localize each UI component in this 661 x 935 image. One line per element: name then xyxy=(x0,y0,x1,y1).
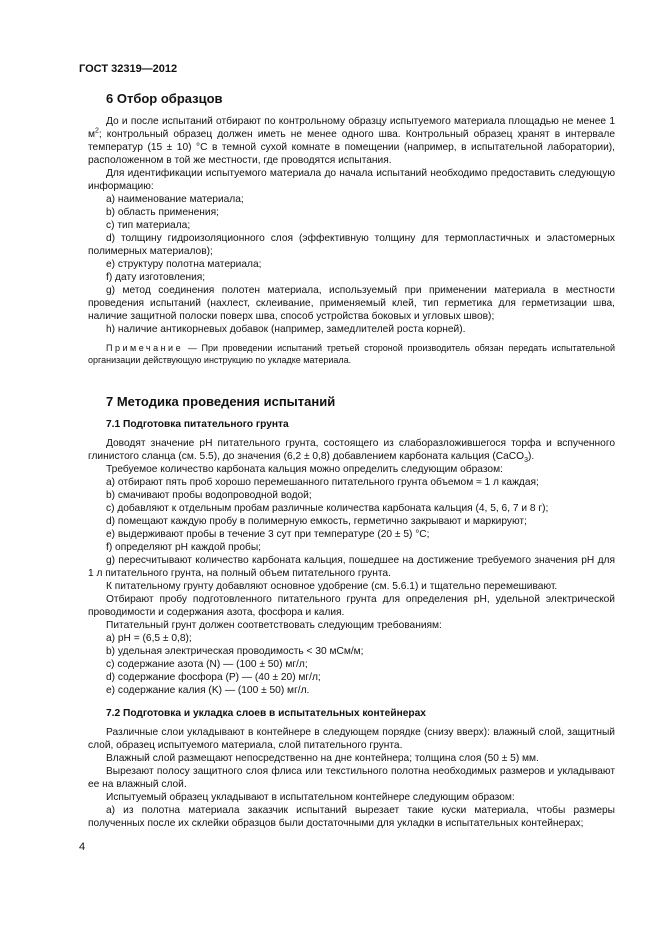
note-label: Примечание xyxy=(106,343,184,353)
subsection-7-1-paragraph-2: Требуемое количество карбоната кальция можно определить следующим образом: xyxy=(106,464,503,475)
requirement-c: c) содержание азота (N) — (100 ± 50) мг/л; xyxy=(106,659,308,670)
subsection-7-2-paragraph-1: Различные слои укладывают в контейнере в следующем порядке (снизу вверх): влажный слой, защитный слой, образец испытуемого материала, слой питательного грунта. xyxy=(88,727,615,751)
note-text: — При проведении испытаний третьей стороной производитель обязан передать испытательной организации действующую инструкцию по укладке материала. xyxy=(88,343,615,365)
step-b: b) смачивают пробы водопроводной водой; xyxy=(106,490,312,501)
step-c: c) добавляют к отдельным пробам различные количества карбоната кальция (4, 5, 6, 7 и 8 г); xyxy=(106,503,549,514)
section-6-paragraph-1: До и после испытаний отбирают по контрольному образцу испытуемого материала площадью не менее 1 $м^2$; контрольный образец должен иметь не менее одного шва. Контрольный образец хранят в интервале температур (15 ± 10) °C в темной сухой комнате в помещении (например, в испытательной лаборатории), расположенном в той же местности, где проводятся испытания. xyxy=(88,116,615,166)
info-item-c: c) тип материала; xyxy=(106,220,191,231)
info-item-e: e) структуру полотна материала; xyxy=(106,259,262,270)
step-g: g) пересчитывают количество карбоната кальция, пошедшее на достижение требуемого значения pH для 1 л питательного грунта, на полный объем питательного грунта. xyxy=(88,555,615,579)
requirement-a: a) pH = (6,5 ± 0,8); xyxy=(106,633,192,644)
note xyxy=(88,342,615,366)
info-item-b: b) область применения; xyxy=(106,207,219,218)
subsection-7-2-title: 7.2 Подготовка и укладка слоев в испытательных контейнерах xyxy=(106,708,426,719)
info-item-f: f) дату изготовления; xyxy=(106,272,206,283)
subsection-7-1-paragraph-1: Доводят значение pH питательного грунта, состоящего из слаборазложившегося торфа и вспученного глинистого сланца (см. 5.5), до значения (6,2 ± 0,8) добавлением карбоната кальция (CaCO$_3$). xyxy=(88,438,615,465)
page-number: 4 xyxy=(79,841,86,853)
requirement-e: e) содержание калия (K) — (100 ± 50) мг/л. xyxy=(106,685,310,696)
subsection-7-1-paragraph-3: К питательному грунту добавляют основное удобрение (см. 5.6.1) и тщательно перемешивают. xyxy=(106,581,558,592)
section-6-title: 6 Отбор образцов xyxy=(106,91,223,106)
info-item-h: h) наличие антикорневых добавок (например, замедлителей роста корней). xyxy=(106,324,466,335)
subsection-7-1-paragraph-5: Питательный грунт должен соответствовать следующим требованиям: xyxy=(106,620,442,631)
step-a: a) отбирают пять проб хорошо перемешанного питательного грунта объемом ≈ 1 л каждая; xyxy=(106,477,539,488)
section-6-paragraph-2: Для идентификации испытуемого материала до начала испытаний необходимо предоставить следующую информацию: xyxy=(88,168,615,192)
standard-id: ГОСТ 32319—2012 xyxy=(79,63,178,75)
subsection-7-2-paragraph-5: a) из полотна материала заказчик испытаний вырезает такие куски материала, чтобы размеры полученных после их склейки образцов были достаточными для укладки в испытательных контейнерах; xyxy=(88,805,615,829)
info-item-g: g) метод соединения полотен материала, используемый при применении материала в местности проведения испытаний (нахлест, склеивание, применяемый клей, тип герметика для герметизации шва, наличие защитной полоски поверх шва, способ устройства боковых и угловых швов); xyxy=(88,285,615,322)
section-7-title: 7 Методика проведения испытаний xyxy=(106,394,336,409)
section-6 xyxy=(88,91,615,366)
requirement-b: b) удельная электрическая проводимость < 30 мСм/м; xyxy=(106,646,364,657)
subsection-7-1-paragraph-4: Отбирают пробу подготовленного питательного грунта для определения pH, удельной электрической проводимости и содержания азота, фосфора и калия. xyxy=(88,594,615,618)
info-item-a: a) наименование материала; xyxy=(106,194,244,205)
step-d: d) помещают каждую пробу в полимерную емкость, герметично закрывают и маркируют; xyxy=(106,516,527,527)
section-7 xyxy=(88,394,615,830)
subsection-7-1-title: 7.1 Подготовка питательного грунта xyxy=(106,419,289,430)
requirement-d: d) содержание фосфора (P) — (40 ± 20) мг/л; xyxy=(106,672,321,683)
step-f: f) определяют pH каждой пробы; xyxy=(106,542,261,553)
info-item-d: d) толщину гидроизоляционного слоя (эффективную толщину для термопластичных и эластомерных полимерных материалов); xyxy=(88,233,615,257)
subsection-7-2-paragraph-4: Испытуемый образец укладывают в испытательном контейнере следующим образом: xyxy=(106,792,515,803)
subsection-7-2-paragraph-3: Вырезают полосу защитного слоя флиса или текстильного полотна необходимых размеров и укладывают ее на влажный слой. xyxy=(88,766,615,790)
step-e: e) выдерживают пробы в течение 3 сут при температуре (20 ± 5) °C; xyxy=(106,529,430,540)
subsection-7-2-paragraph-2: Влажный слой размещают непосредственно на дне контейнера; толщина слоя (50 ± 5) мм. xyxy=(106,753,539,764)
